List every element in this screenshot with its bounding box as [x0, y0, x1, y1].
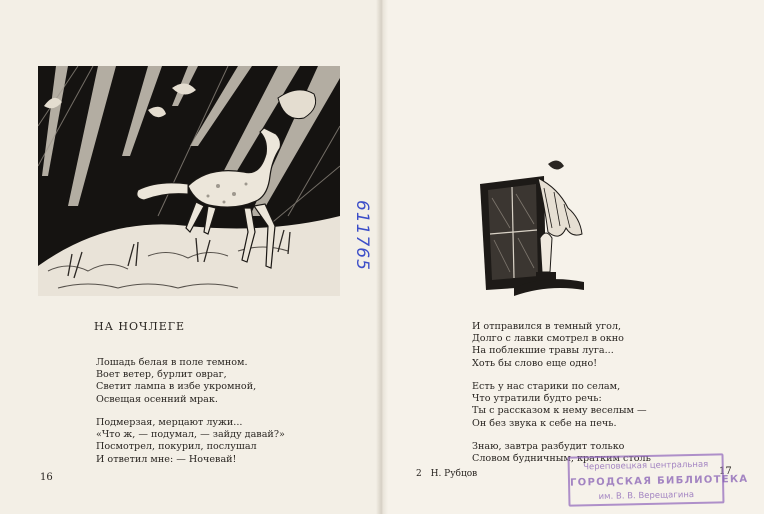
poem-stanza-3	[472, 321, 624, 370]
page-number-right: 17	[719, 466, 732, 477]
poem-line: Он без звука к себе на печь.	[472, 417, 617, 429]
poem-line: Подмерзая, мерцают лужи...	[96, 417, 243, 428]
poem-line: Долго с лавки смотрел в окно	[472, 333, 624, 345]
running-head	[416, 469, 477, 479]
stamp-line-3: им. В. В. Верещагина	[598, 489, 695, 502]
author-name: Н. Рубцов	[430, 469, 478, 479]
poem-stanza-4	[472, 381, 647, 430]
poem-line: И отправился в темный угол,	[472, 321, 622, 332]
horse-woodcut-illustration	[38, 66, 340, 296]
poem-line: Ты с рассказом к нему веселым —	[472, 405, 647, 417]
poem-line: Что утратили будто речь:	[472, 393, 602, 405]
poem-line: И ответил мне: — Ночевай!	[96, 453, 237, 465]
poem-stanza-2	[96, 417, 285, 466]
poem-line: На поблекшие травы луга...	[472, 345, 614, 357]
handwritten-inventory-number: 611765	[352, 200, 372, 271]
page-number-left: 16	[40, 472, 53, 483]
poem-stanza-1	[96, 357, 256, 406]
poem-title: НА НОЧЛЕГЕ	[94, 320, 186, 333]
window-lamp-woodcut-illustration	[474, 158, 590, 296]
poem-line: Знаю, завтра разбудит только	[472, 441, 625, 452]
poem-line: Лошадь белая в поле темном.	[96, 357, 248, 368]
poem-line: Словом будничным, кратким столь	[472, 453, 651, 465]
poem-line: Есть у нас старики по селам,	[472, 381, 621, 392]
poem-line: «Что ж, — подумал, — зайду давай?»	[96, 429, 285, 441]
stamp-line-1: Череповецкая центральная	[583, 459, 709, 473]
stamp-line-2: ГОРОДСКАЯ БИБЛИОТЕКА	[569, 473, 749, 489]
poem-line: Хоть бы слово еще одно!	[472, 357, 598, 369]
poem-line: Воет ветер, бурлит овраг,	[96, 369, 227, 381]
poem-line: Освещая осенний мрак.	[96, 393, 218, 405]
book-spine	[376, 0, 388, 514]
signature-mark: 2	[416, 469, 422, 479]
poem-line: Посмотрел, покурил, послушал	[96, 441, 257, 453]
poem-line: Светит лампа в избе укромной,	[96, 381, 257, 393]
